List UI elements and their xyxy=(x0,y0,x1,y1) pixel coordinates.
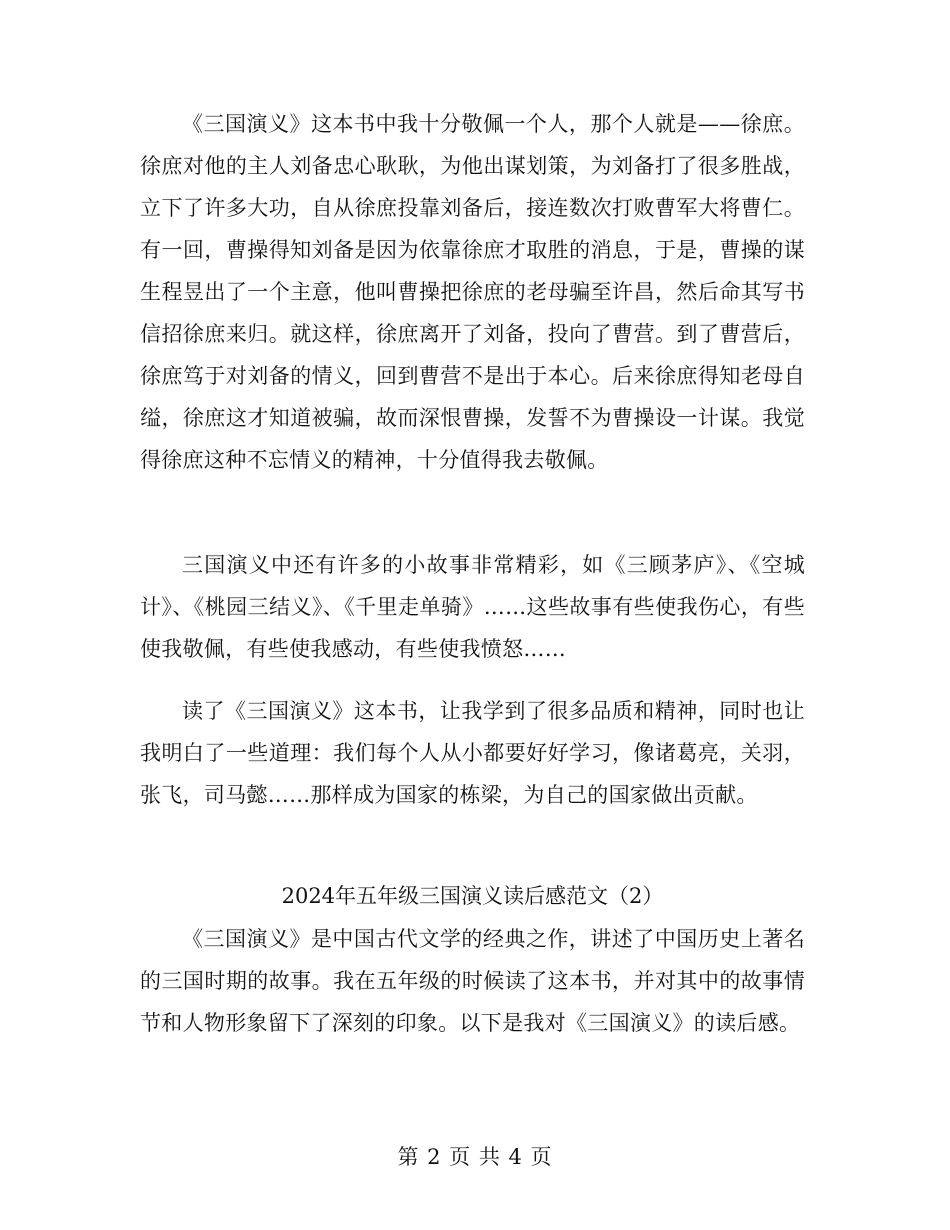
body-paragraph-2: 三国演义中还有许多的小故事非常精彩，如《三顾茅庐》、《空城计》、《桃园三结义》、《千里走单骑》……这些故事有些使我伤心，有些使我敬佩，有些使我感动，有些使我愤怒…… xyxy=(140,553,805,661)
body-paragraph-1: 《三国演义》这本书中我十分敬佩一个人，那个人就是——徐庶。徐庶对他的主人刘备忠心耿耿，为他出谋划策，为刘备打了很多胜战，立下了许多大功，自从徐庶投靠刘备后，接连数次打败曹军大将曹仁。有一回，曹操得知刘备是因为依靠徐庶才取胜的消息，于是，曹操的谋生程昱出了一个主意，他叫曹操把徐庶的老母骗至许昌，然后命其写书信招徐庶来归。就这样，徐庶离开了刘备，投向了曹营。到了曹营后，徐庶笃于对刘备的情义，回到曹营不是出于本心。后来徐庶得知老母自缢，徐庶这才知道被骗，故而深恨曹操，发誓不为曹操设一计谋。我觉得徐庶这种不忘情义的精神，十分值得我去敬佩。 xyxy=(140,112,805,472)
section-paragraph: 《三国演义》是中国古代文学的经典之作，讲述了中国历史上著名的三国时期的故事。我在五年级的时候读了这本书，并对其中的故事情节和人物形象留下了深刻的印象。以下是我对《三国演义》的读后感。 xyxy=(140,927,805,1035)
page-number-footer: 第 2 页 共 4 页 xyxy=(397,1145,553,1169)
section-heading: 2024年五年级三国演义读后感范文（2） xyxy=(281,884,664,908)
body-paragraph-3: 读了《三国演义》这本书，让我学到了很多品质和精神，同时也让我明白了一些道理：我们每个人从小都要好好学习，像诸葛亮，关羽，张飞，司马懿……那样成为国家的栋梁，为自己的国家做出贡献。 xyxy=(140,699,805,807)
